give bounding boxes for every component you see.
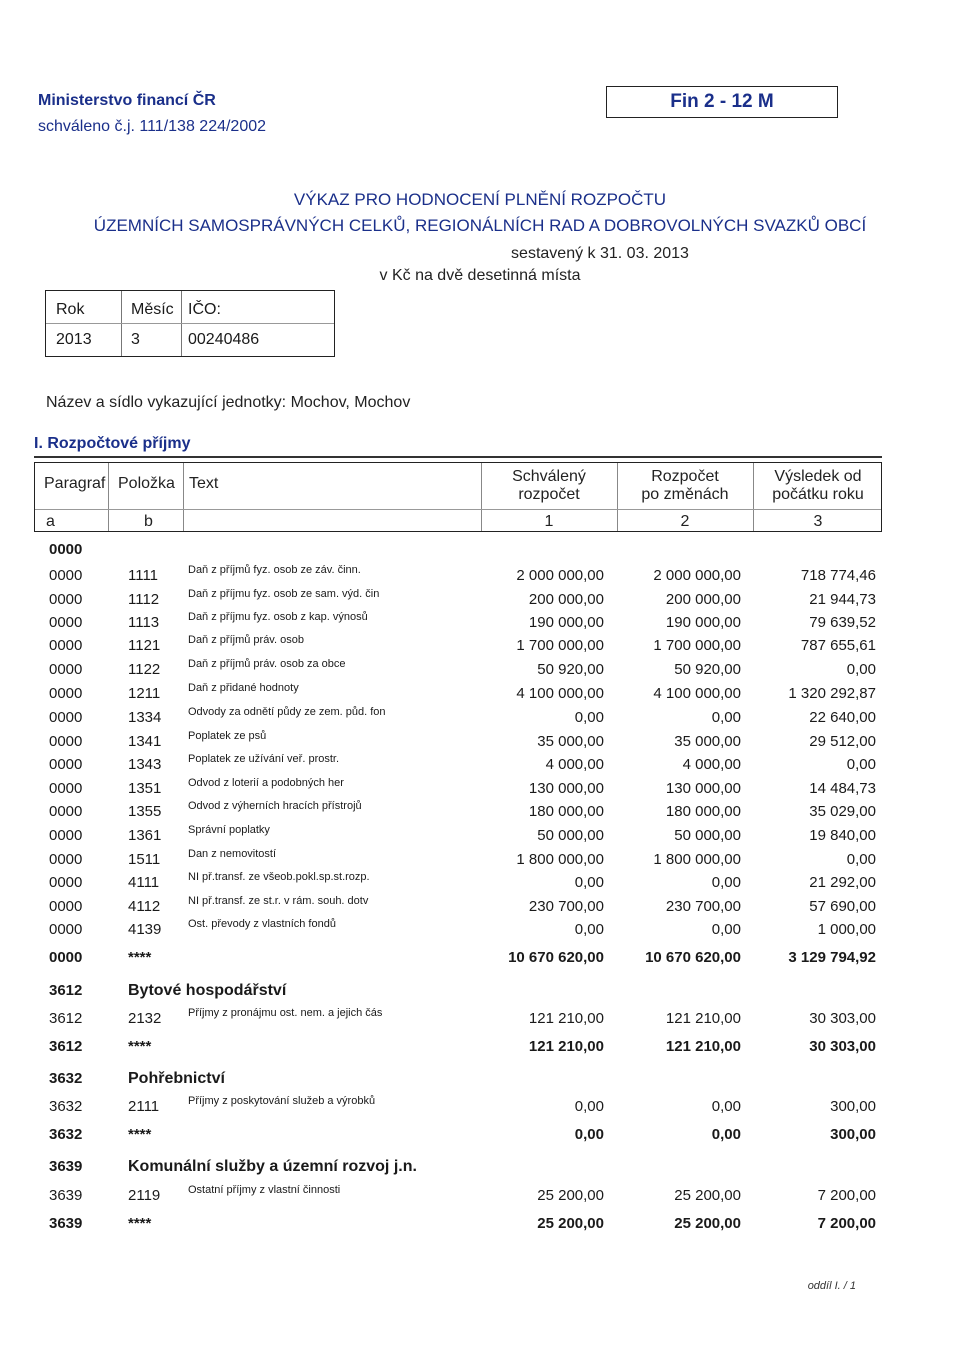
cell-paragraf: 3639 <box>49 1158 83 1175</box>
cell-paragraf: 0000 <box>49 756 83 773</box>
total-row <box>0 1215 960 1238</box>
cell-paragraf: 0000 <box>49 780 83 797</box>
cell-section-title: Komunální služby a územní rozvoj j.n. <box>128 1158 417 1175</box>
cell-po-zmenach: 0,00 <box>711 921 741 938</box>
month-value: 3 <box>131 331 140 348</box>
cell-text: Daň z příjmů práv. osob <box>188 634 304 646</box>
section-row <box>0 1158 960 1181</box>
cell-vysledek: 7 200,00 <box>817 1187 876 1204</box>
cell-po-zmenach: 130 000,00 <box>665 780 741 797</box>
reporting-unit <box>46 394 410 412</box>
cell-po-zmenach: 200 000,00 <box>665 591 741 608</box>
section-row <box>0 982 960 1005</box>
cell-polozka: 1211 <box>128 685 161 702</box>
table-header <box>34 462 882 532</box>
cell-paragraf: 3612 <box>49 982 83 999</box>
cell-text: Odvod z loterií a podobných her <box>188 777 344 789</box>
table-row <box>0 588 960 614</box>
cell-text: Správní poplatky <box>188 824 270 836</box>
cell-section-title: Pohřebnictví <box>128 1070 225 1087</box>
cell-polozka: 1112 <box>128 591 160 608</box>
cell-po-zmenach: 35 000,00 <box>674 733 741 750</box>
total-row <box>0 949 960 972</box>
cell-text: Daň z příjmů fyz. osob ze záv. činn. <box>188 564 361 576</box>
cell-text: Ost. převody z vlastních fondů <box>188 918 336 930</box>
cell-polozka: 1511 <box>128 851 161 868</box>
cell-vysledek: 1 000,00 <box>817 921 876 938</box>
cell-paragraf: 0000 <box>49 614 83 631</box>
cell-vysledek: 22 640,00 <box>809 709 876 726</box>
cell-po-zmenach: 50 000,00 <box>674 827 741 844</box>
total-row <box>0 1038 960 1061</box>
cell-vysledek: 0,00 <box>846 661 876 678</box>
cell-paragraf: 3639 <box>49 1215 83 1232</box>
table-row <box>0 918 960 944</box>
cell-paragraf: 0000 <box>49 661 83 678</box>
cell-schvaleny: 230 700,00 <box>528 898 604 915</box>
cell-paragraf: 3612 <box>49 1038 83 1055</box>
cell-paragraf: 0000 <box>49 827 83 844</box>
cell-text: Poplatek ze psů <box>188 730 267 742</box>
cell-vysledek: 14 484,73 <box>809 780 876 797</box>
cell-paragraf: 0000 <box>49 637 83 654</box>
cell-paragraf: 3632 <box>49 1126 83 1143</box>
cell-polozka: 1343 <box>128 756 162 773</box>
cell-po-zmenach: 0,00 <box>711 1126 741 1143</box>
ico-value: 00240486 <box>188 331 260 348</box>
cell-paragraf: 0000 <box>49 685 83 702</box>
cell-text: NI př.transf. ze všeob.pokl.sp.st.rozp. <box>188 871 370 883</box>
section-title: I. Rozpočtové příjmy <box>34 435 191 452</box>
cell-schvaleny: 0,00 <box>574 1098 604 1115</box>
id-divider <box>46 323 334 324</box>
ico-label: IČO: <box>188 301 221 318</box>
cell-paragraf: 0000 <box>49 567 83 584</box>
report-currency-note: v Kč na dvě desetinná místa <box>379 267 581 284</box>
cell-text: Daň z příjmu fyz. osob z kap. výnosů <box>188 611 368 623</box>
cell-vysledek: 300,00 <box>830 1098 876 1115</box>
cell-po-zmenach: 4 100 000,00 <box>653 685 741 702</box>
cell-schvaleny: 4 000,00 <box>545 756 604 773</box>
cell-schvaleny: 50 920,00 <box>537 661 604 678</box>
header-index-b: b <box>144 513 153 530</box>
cell-vysledek: 57 690,00 <box>809 898 876 915</box>
cell-schvaleny: 25 200,00 <box>537 1187 604 1204</box>
cell-polozka: **** <box>128 1038 152 1055</box>
cell-vysledek: 19 840,00 <box>809 827 876 844</box>
cell-text: Příjmy z poskytování služeb a výrobků <box>188 1095 376 1107</box>
cell-polozka: 4111 <box>128 874 160 891</box>
cell-schvaleny: 0,00 <box>574 1126 604 1143</box>
table-row <box>0 777 960 803</box>
table-row <box>0 730 960 756</box>
cell-text: NI př.transf. ze st.r. v rám. souh. dotv <box>188 895 369 907</box>
cell-schvaleny: 4 100 000,00 <box>516 685 604 702</box>
cell-text: Příjmy z pronájmu ost. nem. a jejich čás <box>188 1007 383 1019</box>
cell-vysledek: 718 774,46 <box>800 567 876 584</box>
year-label: Rok <box>56 301 85 318</box>
header-divider <box>183 463 184 531</box>
table-row <box>0 1184 960 1210</box>
cell-po-zmenach: 25 200,00 <box>674 1187 741 1204</box>
cell-paragraf: 3632 <box>49 1098 83 1115</box>
cell-text: Daň z příjmů práv. osob za obce <box>188 658 346 670</box>
cell-paragraf: 3639 <box>49 1187 83 1204</box>
cell-polozka: 1351 <box>128 780 162 797</box>
form-code-box: Fin 2 - 12 M <box>606 86 838 118</box>
cell-paragraf: 0000 <box>49 733 83 750</box>
report-title-line2: ÚZEMNÍCH SAMOSPRÁVNÝCH CELKŮ, REGIONÁLNÍCH RAD A DOBROVOLNÝCH SVAZKŮ OBCÍ <box>93 216 867 235</box>
cell-vysledek: 21 292,00 <box>809 874 876 891</box>
cell-schvaleny: 25 200,00 <box>537 1215 604 1232</box>
header-vysledek: Výsledek od počátku roku <box>772 468 864 503</box>
cell-po-zmenach: 230 700,00 <box>665 898 741 915</box>
cell-schvaleny: 200 000,00 <box>528 591 604 608</box>
cell-schvaleny: 121 210,00 <box>528 1010 604 1027</box>
cell-text: Ostatní příjmy z vlastní činnosti <box>188 1184 341 1196</box>
table-row <box>0 564 960 590</box>
cell-polozka: 4139 <box>128 921 162 938</box>
cell-polozka: 1122 <box>128 661 161 678</box>
cell-polozka: 1113 <box>128 614 160 631</box>
cell-text: Poplatek ze užívání veř. prostr. <box>188 753 340 765</box>
cell-schvaleny: 50 000,00 <box>537 827 604 844</box>
cell-po-zmenach: 4 000,00 <box>682 756 741 773</box>
cell-paragraf: 0000 <box>49 709 83 726</box>
header-index-1: 1 <box>544 513 554 530</box>
header-divider <box>35 509 881 510</box>
reporting-unit-value: Mochov, Mochov <box>290 394 411 411</box>
cell-polozka: **** <box>128 1215 152 1232</box>
cell-po-zmenach: 190 000,00 <box>665 614 741 631</box>
reporting-unit-label: Název a sídlo vykazující jednotky: <box>46 394 287 411</box>
identification-box <box>45 290 335 357</box>
cell-po-zmenach: 121 210,00 <box>665 1038 741 1055</box>
ministry-name: Ministerstvo financí ČR <box>38 92 216 109</box>
cell-text: Daň z příjmu fyz. osob ze sam. výd. čin <box>188 588 380 600</box>
cell-vysledek: 0,00 <box>846 851 876 868</box>
table-row <box>0 824 960 850</box>
table-row <box>0 658 960 684</box>
cell-schvaleny: 0,00 <box>574 921 604 938</box>
table-row <box>0 848 960 874</box>
table-row <box>0 800 960 826</box>
cell-schvaleny: 180 000,00 <box>528 803 604 820</box>
cell-vysledek: 3 129 794,92 <box>788 949 876 966</box>
cell-polozka: 2111 <box>128 1098 160 1115</box>
cell-paragraf: 3632 <box>49 1070 83 1087</box>
header-divider <box>108 463 109 531</box>
cell-section-title: Bytové hospodářství <box>128 982 287 999</box>
cell-po-zmenach: 50 920,00 <box>674 661 741 678</box>
cell-vysledek: 35 029,00 <box>809 803 876 820</box>
approval-number: schváleno č.j. 111/138 224/2002 <box>38 118 267 135</box>
cell-schvaleny: 1 800 000,00 <box>516 851 604 868</box>
cell-text: Daň z přidané hodnoty <box>188 682 299 694</box>
table-row <box>0 634 960 660</box>
cell-paragraf: 0000 <box>49 898 83 915</box>
cell-po-zmenach: 1 700 000,00 <box>653 637 741 654</box>
table-row <box>0 1095 960 1121</box>
cell-polozka: 1111 <box>128 567 159 584</box>
cell-po-zmenach: 0,00 <box>711 874 741 891</box>
cell-vysledek: 7 200,00 <box>817 1215 876 1232</box>
cell-paragraf: 0000 <box>49 949 83 966</box>
header-po-zmenach: Rozpočet po změnách <box>641 468 729 503</box>
cell-po-zmenach: 0,00 <box>711 1098 741 1115</box>
cell-schvaleny: 0,00 <box>574 874 604 891</box>
header-polozka: Položka <box>118 475 175 492</box>
cell-po-zmenach: 2 000 000,00 <box>653 567 741 584</box>
cell-schvaleny: 121 210,00 <box>528 1038 604 1055</box>
cell-schvaleny: 2 000 000,00 <box>516 567 604 584</box>
header-index-a: a <box>46 513 55 530</box>
cell-polozka: 2132 <box>128 1010 162 1027</box>
cell-paragraf: 0000 <box>49 803 83 820</box>
cell-polozka: 4112 <box>128 898 161 915</box>
year-value: 2013 <box>56 331 92 348</box>
cell-schvaleny: 1 700 000,00 <box>516 637 604 654</box>
table-row <box>0 611 960 637</box>
cell-polozka: **** <box>128 1126 152 1143</box>
section-rule <box>34 456 882 458</box>
cell-polozka: 1355 <box>128 803 162 820</box>
report-title-line1: VÝKAZ PRO HODNOCENÍ PLNĚNÍ ROZPOČTU <box>293 190 667 209</box>
header-index-3: 3 <box>813 513 823 530</box>
cell-po-zmenach: 180 000,00 <box>665 803 741 820</box>
header-schvaleny: Schválený rozpočet <box>512 468 586 503</box>
header-text: Text <box>189 475 219 492</box>
cell-schvaleny: 190 000,00 <box>528 614 604 631</box>
cell-vysledek: 29 512,00 <box>809 733 876 750</box>
page-footer: oddíl I. / 1 <box>807 1280 856 1292</box>
cell-schvaleny: 130 000,00 <box>528 780 604 797</box>
cell-polozka: 2119 <box>128 1187 161 1204</box>
cell-polozka: **** <box>128 949 152 966</box>
cell-polozka: 1361 <box>128 827 162 844</box>
cell-polozka: 1341 <box>128 733 162 750</box>
cell-vysledek: 300,00 <box>830 1126 876 1143</box>
table-row <box>0 706 960 732</box>
cell-paragraf: 0000 <box>49 591 83 608</box>
cell-schvaleny: 0,00 <box>574 709 604 726</box>
cell-text: Odvod z výherních hracích přístrojů <box>188 800 362 812</box>
cell-vysledek: 79 639,52 <box>809 614 876 631</box>
cell-schvaleny: 35 000,00 <box>537 733 604 750</box>
cell-polozka: 1334 <box>128 709 162 726</box>
table-row <box>0 1007 960 1033</box>
report-date: sestavený k 31. 03. 2013 <box>511 245 689 262</box>
paragraf-group-label: 0000 <box>49 541 83 558</box>
header-index-2: 2 <box>680 513 690 530</box>
table-row <box>0 895 960 921</box>
table-row <box>0 682 960 708</box>
cell-vysledek: 787 655,61 <box>800 637 876 654</box>
cell-paragraf: 0000 <box>49 874 83 891</box>
cell-vysledek: 30 303,00 <box>809 1010 876 1027</box>
cell-paragraf: 0000 <box>49 851 83 868</box>
cell-po-zmenach: 25 200,00 <box>674 1215 741 1232</box>
month-label: Měsíc <box>131 301 174 318</box>
table-row <box>0 871 960 897</box>
total-row <box>0 1126 960 1149</box>
cell-schvaleny: 10 670 620,00 <box>508 949 604 966</box>
section-row <box>0 1070 960 1093</box>
cell-text: Dan z nemovitostí <box>188 848 277 860</box>
cell-text: Odvody za odnětí půdy ze zem. půd. fon <box>188 706 386 718</box>
cell-paragraf: 3612 <box>49 1010 83 1027</box>
cell-po-zmenach: 10 670 620,00 <box>645 949 741 966</box>
cell-vysledek: 30 303,00 <box>809 1038 876 1055</box>
cell-vysledek: 1 320 292,87 <box>788 685 876 702</box>
cell-po-zmenach: 0,00 <box>711 709 741 726</box>
cell-po-zmenach: 1 800 000,00 <box>653 851 741 868</box>
cell-po-zmenach: 121 210,00 <box>665 1010 741 1027</box>
cell-polozka: 1121 <box>128 637 161 654</box>
cell-paragraf: 0000 <box>49 921 83 938</box>
cell-vysledek: 0,00 <box>846 756 876 773</box>
table-row <box>0 753 960 779</box>
cell-vysledek: 21 944,73 <box>809 591 876 608</box>
header-paragraf: Paragraf <box>44 475 106 492</box>
